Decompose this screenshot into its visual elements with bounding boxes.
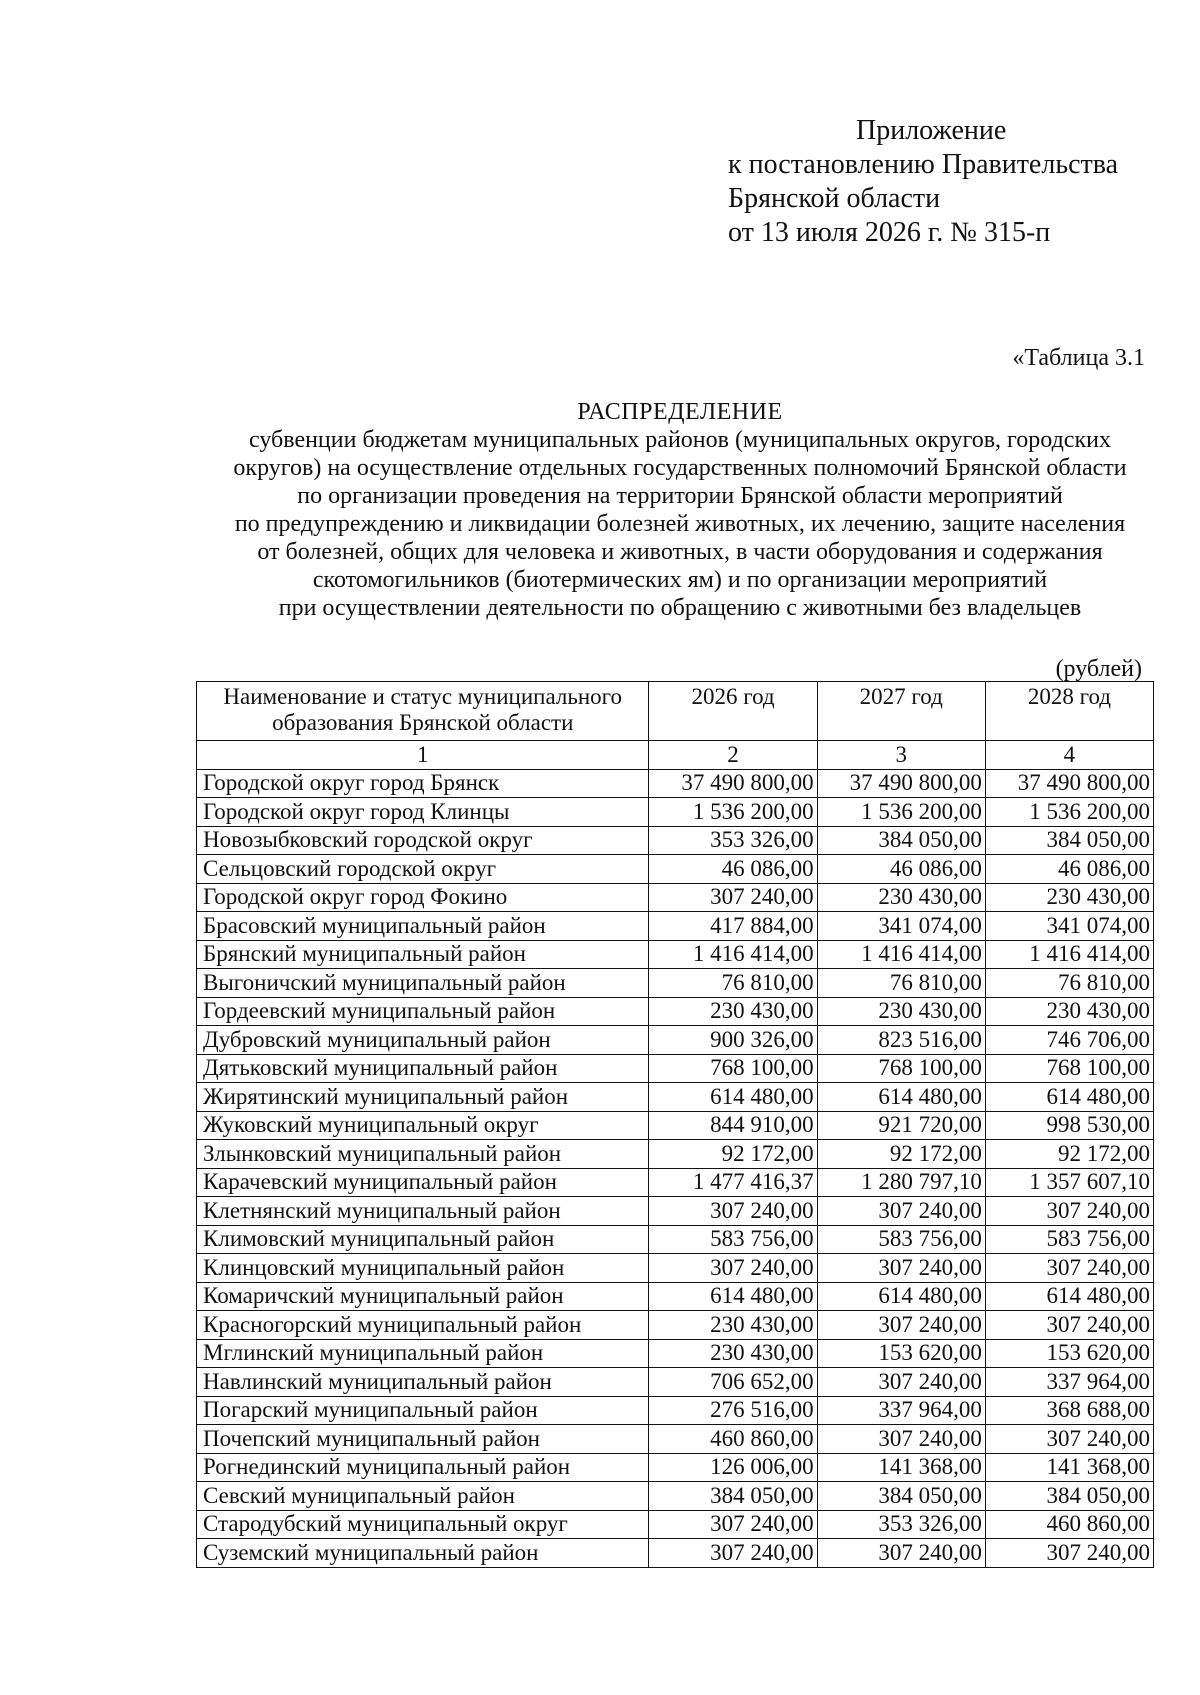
table-row	[197, 826, 1154, 855]
municipality-name-cell: Жуковский муниципальный округ	[197, 1111, 649, 1140]
table-row	[197, 997, 1154, 1026]
amount-cell-2028: 337 964,00	[985, 1368, 1153, 1397]
municipality-name-cell: Клетнянский муниципальный район	[197, 1197, 649, 1226]
table-label: «Таблица 3.1	[1012, 345, 1145, 371]
amount-cell-2026: 230 430,00	[649, 1339, 817, 1368]
amount-cell-2026: 417 884,00	[649, 912, 817, 941]
amount-cell-2028: 384 050,00	[985, 826, 1153, 855]
table-row	[197, 1510, 1154, 1539]
table-row	[197, 1311, 1154, 1340]
table-row	[197, 1282, 1154, 1311]
amount-cell-2026: 1 416 414,00	[649, 940, 817, 969]
amount-cell-2028: 141 368,00	[985, 1453, 1153, 1482]
table-row	[197, 1225, 1154, 1254]
table-row	[197, 1254, 1154, 1283]
table-row	[197, 1396, 1154, 1425]
document-heading	[180, 398, 1180, 622]
amount-cell-2026: 460 860,00	[649, 1425, 817, 1454]
amount-cell-2028: 230 430,00	[985, 883, 1153, 912]
amount-cell-2026: 307 240,00	[649, 1197, 817, 1226]
amount-cell-2026: 126 006,00	[649, 1453, 817, 1482]
amount-cell-2026: 307 240,00	[649, 1254, 817, 1283]
amount-cell-2027: 307 240,00	[817, 1311, 985, 1340]
amount-cell-2028: 746 706,00	[985, 1026, 1153, 1055]
municipality-name-cell: Стародубский муниципальный округ	[197, 1510, 649, 1539]
municipality-name-cell: Дубровский муниципальный район	[197, 1026, 649, 1055]
amount-cell-2026: 307 240,00	[649, 1539, 817, 1568]
amount-cell-2026: 307 240,00	[649, 1510, 817, 1539]
heading-line: от болезней, общих для человека и животных, в части оборудования и содержания	[257, 539, 1103, 565]
table-row	[197, 1083, 1154, 1112]
amount-cell-2026: 614 480,00	[649, 1083, 817, 1112]
amount-cell-2027: 768 100,00	[817, 1054, 985, 1083]
municipality-name-cell: Суземский муниципальный район	[197, 1539, 649, 1568]
amount-cell-2026: 37 490 800,00	[649, 769, 817, 798]
amount-cell-2028: 37 490 800,00	[985, 769, 1153, 798]
heading-line: по предупреждению и ликвидации болезней животных, их лечению, защите населения	[234, 511, 1126, 537]
amount-cell-2026: 1 536 200,00	[649, 798, 817, 827]
municipality-name-cell: Климовский муниципальный район	[197, 1225, 649, 1254]
amount-cell-2026: 92 172,00	[649, 1140, 817, 1169]
amount-cell-2027: 307 240,00	[817, 1425, 985, 1454]
index-cell: 4	[985, 741, 1153, 770]
amount-cell-2027: 384 050,00	[817, 826, 985, 855]
amount-cell-2028: 1 536 200,00	[985, 798, 1153, 827]
table-row	[197, 855, 1154, 884]
heading-line: по организации проведения на территории Брянской области мероприятий	[297, 483, 1063, 509]
amount-cell-2028: 384 050,00	[985, 1482, 1153, 1511]
heading-line: при осуществлении деятельности по обращению с животными без владельцев	[278, 595, 1082, 621]
municipality-name-cell: Жирятинский муниципальный район	[197, 1083, 649, 1112]
municipality-name-cell: Злынковский муниципальный район	[197, 1140, 649, 1169]
municipality-name-cell: Клинцовский муниципальный район	[197, 1254, 649, 1283]
table-row	[197, 1539, 1154, 1568]
table-row	[197, 883, 1154, 912]
amount-cell-2026: 706 652,00	[649, 1368, 817, 1397]
appendix-block	[728, 114, 1118, 250]
amount-cell-2028: 614 480,00	[985, 1282, 1153, 1311]
amount-cell-2028: 307 240,00	[985, 1425, 1153, 1454]
index-cell: 2	[649, 741, 817, 770]
table-row	[197, 1453, 1154, 1482]
header-2028: 2028 год	[985, 682, 1153, 741]
municipality-name-cell: Почепский муниципальный район	[197, 1425, 649, 1454]
table-row	[197, 1482, 1154, 1511]
amount-cell-2027: 76 810,00	[817, 969, 985, 998]
amount-cell-2028: 230 430,00	[985, 997, 1153, 1026]
amount-cell-2027: 337 964,00	[817, 1396, 985, 1425]
municipality-name-cell: Карачевский муниципальный район	[197, 1168, 649, 1197]
header-2026: 2026 год	[649, 682, 817, 741]
amount-cell-2026: 76 810,00	[649, 969, 817, 998]
heading-line: субвенции бюджетам муниципальных районов (муниципальных округов, городских	[249, 427, 1111, 453]
table-row	[197, 1111, 1154, 1140]
distribution-table	[196, 681, 1154, 1568]
table-row	[197, 798, 1154, 827]
amount-cell-2028: 307 240,00	[985, 1539, 1153, 1568]
amount-cell-2027: 614 480,00	[817, 1083, 985, 1112]
amount-cell-2027: 353 326,00	[817, 1510, 985, 1539]
amount-cell-2026: 384 050,00	[649, 1482, 817, 1511]
municipality-name-cell: Сельцовский городской округ	[197, 855, 649, 884]
municipality-name-cell: Выгоничский муниципальный район	[197, 969, 649, 998]
heading-line: скотомогильников (биотермических ям) и по организации мероприятий	[312, 567, 1048, 593]
municipality-name-cell: Рогнединский муниципальный район	[197, 1453, 649, 1482]
index-cell: 3	[817, 741, 985, 770]
amount-cell-2026: 844 910,00	[649, 1111, 817, 1140]
amount-cell-2026: 46 086,00	[649, 855, 817, 884]
amount-cell-2028: 614 480,00	[985, 1083, 1153, 1112]
amount-cell-2026: 614 480,00	[649, 1282, 817, 1311]
amount-cell-2027: 583 756,00	[817, 1225, 985, 1254]
amount-cell-2026: 230 430,00	[649, 997, 817, 1026]
amount-cell-2028: 92 172,00	[985, 1140, 1153, 1169]
amount-cell-2027: 46 086,00	[817, 855, 985, 884]
amount-cell-2028: 307 240,00	[985, 1197, 1153, 1226]
amount-cell-2028: 307 240,00	[985, 1311, 1153, 1340]
municipality-name-cell: Погарский муниципальный район	[197, 1396, 649, 1425]
amount-cell-2026: 307 240,00	[649, 883, 817, 912]
amount-cell-2028: 583 756,00	[985, 1225, 1153, 1254]
index-cell: 1	[197, 741, 649, 770]
amount-cell-2026: 276 516,00	[649, 1396, 817, 1425]
amount-cell-2028: 768 100,00	[985, 1054, 1153, 1083]
amount-cell-2027: 307 240,00	[817, 1539, 985, 1568]
amount-cell-2026: 768 100,00	[649, 1054, 817, 1083]
amount-cell-2027: 921 720,00	[817, 1111, 985, 1140]
amount-cell-2026: 353 326,00	[649, 826, 817, 855]
table-row	[197, 1339, 1154, 1368]
municipality-name-cell: Севский муниципальный район	[197, 1482, 649, 1511]
amount-cell-2026: 583 756,00	[649, 1225, 817, 1254]
amount-cell-2027: 384 050,00	[817, 1482, 985, 1511]
heading-description	[180, 426, 1180, 622]
table-row	[197, 1054, 1154, 1083]
amount-cell-2028: 153 620,00	[985, 1339, 1153, 1368]
amount-cell-2027: 230 430,00	[817, 883, 985, 912]
table-row	[197, 769, 1154, 798]
municipality-name-cell: Комаричский муниципальный район	[197, 1282, 649, 1311]
table-row	[197, 1368, 1154, 1397]
amount-cell-2028: 368 688,00	[985, 1396, 1153, 1425]
amount-cell-2026: 900 326,00	[649, 1026, 817, 1055]
amount-cell-2027: 92 172,00	[817, 1140, 985, 1169]
table-row	[197, 940, 1154, 969]
municipality-name-cell: Брасовский муниципальный район	[197, 912, 649, 941]
table-row	[197, 1168, 1154, 1197]
municipality-name-cell: Новозыбковский городской округ	[197, 826, 649, 855]
table-row	[197, 912, 1154, 941]
amount-cell-2028: 460 860,00	[985, 1510, 1153, 1539]
municipality-name-cell: Городской округ город Клинцы	[197, 798, 649, 827]
municipality-name-cell: Городской округ город Брянск	[197, 769, 649, 798]
amount-cell-2027: 823 516,00	[817, 1026, 985, 1055]
header-name: Наименование и статус муниципального образования Брянской области	[197, 682, 649, 741]
amount-cell-2027: 37 490 800,00	[817, 769, 985, 798]
heading-title: РАСПРЕДЕЛЕНИЕ	[577, 399, 783, 425]
appendix-title: Приложение	[856, 115, 1007, 146]
table-row	[197, 1140, 1154, 1169]
amount-cell-2028: 1 416 414,00	[985, 940, 1153, 969]
amount-cell-2027: 141 368,00	[817, 1453, 985, 1482]
amount-cell-2027: 1 280 797,10	[817, 1168, 985, 1197]
municipality-name-cell: Городской округ город Фокино	[197, 883, 649, 912]
amount-cell-2026: 230 430,00	[649, 1311, 817, 1340]
amount-cell-2027: 1 416 414,00	[817, 940, 985, 969]
appendix-region-line: Брянской области	[728, 183, 941, 214]
amount-cell-2027: 614 480,00	[817, 1282, 985, 1311]
municipality-name-cell: Дятьковский муниципальный район	[197, 1054, 649, 1083]
heading-line: округов) на осуществление отдельных государственных полномочий Брянской области	[233, 455, 1127, 481]
municipality-name-cell: Брянский муниципальный район	[197, 940, 649, 969]
amount-cell-2026: 1 477 416,37	[649, 1168, 817, 1197]
amount-cell-2028: 46 086,00	[985, 855, 1153, 884]
table-header-row	[197, 682, 1154, 741]
amount-cell-2027: 307 240,00	[817, 1368, 985, 1397]
amount-cell-2027: 1 536 200,00	[817, 798, 985, 827]
municipality-name-cell: Мглинский муниципальный район	[197, 1339, 649, 1368]
amount-cell-2027: 153 620,00	[817, 1339, 985, 1368]
table-row	[197, 1026, 1154, 1055]
column-index-row	[197, 741, 1154, 770]
amount-cell-2027: 341 074,00	[817, 912, 985, 941]
appendix-date-number: от 13 июля 2026 г. № 315-п	[728, 217, 1051, 248]
amount-cell-2028: 998 530,00	[985, 1111, 1153, 1140]
amount-cell-2027: 307 240,00	[817, 1197, 985, 1226]
municipality-name-cell: Навлинский муниципальный район	[197, 1368, 649, 1397]
amount-cell-2027: 230 430,00	[817, 997, 985, 1026]
units-label: (рублей)	[1055, 656, 1142, 682]
municipality-name-cell: Красногорский муниципальный район	[197, 1311, 649, 1340]
amount-cell-2028: 76 810,00	[985, 969, 1153, 998]
amount-cell-2028: 307 240,00	[985, 1254, 1153, 1283]
table-row	[197, 969, 1154, 998]
amount-cell-2028: 341 074,00	[985, 912, 1153, 941]
table-row	[197, 1425, 1154, 1454]
table-row	[197, 1197, 1154, 1226]
appendix-resolution-line: к постановлению Правительства	[728, 149, 1119, 180]
amount-cell-2028: 1 357 607,10	[985, 1168, 1153, 1197]
municipality-name-cell: Гордеевский муниципальный район	[197, 997, 649, 1026]
header-2027: 2027 год	[817, 682, 985, 741]
amount-cell-2027: 307 240,00	[817, 1254, 985, 1283]
